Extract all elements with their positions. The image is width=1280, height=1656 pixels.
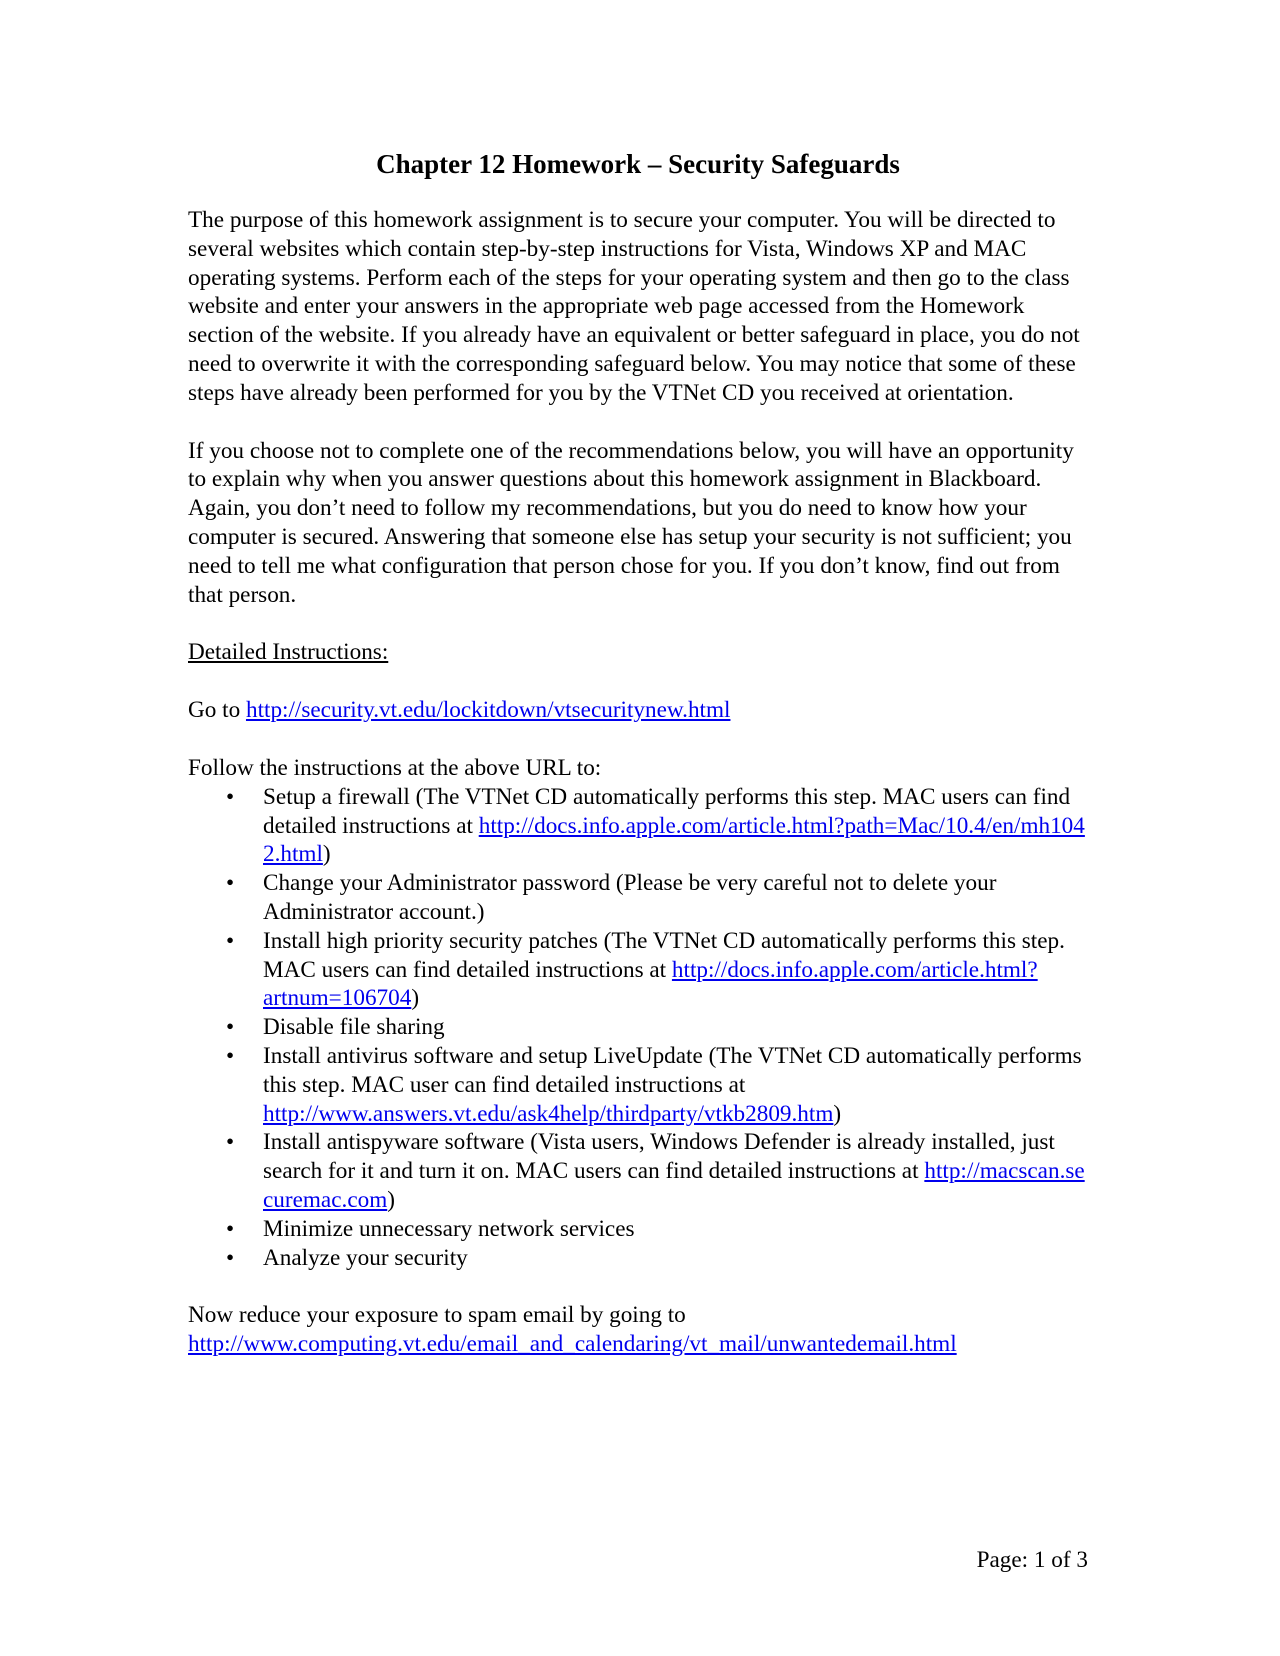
bullet-icon: •	[226, 870, 235, 897]
security-vt-link[interactable]: http://security.vt.edu/lockitdown/vtsecuritynew.html	[245, 697, 731, 724]
bullet-icon: •	[226, 783, 235, 810]
list-item-link[interactable]: http://www.answers.vt.edu/ask4help/thirdparty/vtkb2809.htm	[263, 1100, 834, 1127]
bullet-icon: •	[226, 1215, 235, 1242]
second-paragraph: If you choose not to complete one of the recommendations below, you will have an opportunity to explain why when you answer questions about this homework assignment in Blackboard. Again, you don’t need to follow my recommendations, but you do need to know how your computer is secured. Answering that someone else has setup your security is not sufficient; you need to tell me what configuration that person chose for you. If you don’t know, find out from that person.	[188, 437, 1074, 608]
list-item	[188, 1128, 1088, 1214]
list-item-text: Install antivirus software and setup LiveUpdate (The VTNet CD automatically performs this step. MAC user can find detailed instructions at	[263, 1042, 1082, 1098]
list-item-text: Install antispyware software (Vista users, Windows Defender is already installed, just search for it and turn it on. MAC users can find detailed instructions at	[263, 1129, 1055, 1185]
list-item-link[interactable]: http://docs.info.apple.com/article.html?path=Mac/10.4/en/mh1042.html	[263, 812, 1085, 868]
bullet-icon: •	[226, 1129, 235, 1156]
list-item	[188, 927, 1088, 1013]
list-item	[188, 869, 1088, 927]
bullet-icon: •	[226, 1244, 235, 1271]
list-item-link[interactable]: http://docs.info.apple.com/article.html?artnum=106704	[263, 956, 1038, 1012]
goto-line	[188, 696, 1088, 725]
bullet-icon: •	[226, 927, 235, 954]
intro-paragraph: The purpose of this homework assignment is to secure your computer. You will be directed to several websites which contain step-by-step instructions for Vista, Windows XP and MAC operating systems. Perform each of the steps for your operating system and then go to the class website and enter your answers in the appropriate web page accessed from the Homework section of the website. If you already have an equivalent or better safeguard in place, you do not need to overwrite it with the corresponding safeguard below. You may notice that some of these steps have already been performed for you by the VTNet CD you received at orientation.	[188, 207, 1080, 406]
bullet-icon: •	[226, 1042, 235, 1069]
spam-paragraph	[188, 1301, 1088, 1359]
list-item-suffix: )	[833, 1100, 842, 1127]
follow-instructions-intro: Follow the instructions at the above URL to:	[188, 754, 602, 781]
list-item-text: Change your Administrator password (Please be very careful not to delete your Administrator account.)	[263, 870, 997, 925]
document-content	[188, 148, 1088, 1388]
list-item	[188, 1013, 1088, 1042]
list-item-text: Disable file sharing	[263, 1014, 445, 1041]
detailed-instructions-heading-text: Detailed Instructions:	[188, 639, 389, 666]
spam-link[interactable]: http://www.computing.vt.edu/email_and_calendaring/vt_mail/unwantedemail.html	[188, 1331, 957, 1358]
instructions-list	[188, 783, 1088, 1273]
list-item-suffix: )	[411, 985, 420, 1012]
document-title: Chapter 12 Homework – Security Safeguards	[376, 149, 900, 179]
list-item-suffix: )	[387, 1186, 395, 1213]
page-number: Page: 1 of 3	[976, 1547, 1088, 1573]
goto-prefix: Go to	[188, 697, 246, 724]
list-item	[188, 1215, 1088, 1244]
list-item	[188, 783, 1088, 869]
list-item-text: Minimize unnecessary network services	[263, 1215, 635, 1242]
list-item-link[interactable]: http://macscan.securemac.com	[263, 1158, 1085, 1213]
list-item-suffix: )	[322, 841, 331, 868]
spam-text: Now reduce your exposure to spam email by going to	[188, 1302, 686, 1329]
list-item-text: Install high priority security patches (The VTNet CD automatically performs this step. MAC users can find detailed instructions at	[263, 927, 1065, 983]
detailed-instructions-heading	[188, 638, 1088, 667]
list-item	[188, 1042, 1088, 1128]
list-item-text: Analyze your security	[263, 1244, 468, 1271]
list-item	[188, 1244, 1088, 1273]
list-item-text: Setup a firewall (The VTNet CD automatically performs this step. MAC users can find detailed instructions at	[263, 783, 1071, 839]
bullet-icon: •	[226, 1014, 235, 1041]
